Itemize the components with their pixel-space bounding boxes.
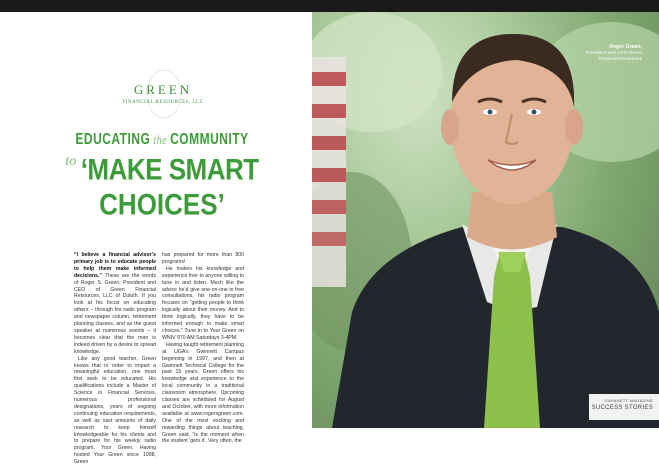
article-column-1: [74, 252, 156, 466]
flag-icon: [312, 57, 346, 287]
article-column-2: [162, 252, 244, 445]
article-lead-quote: “I believe a financial advisor’s primary job is to educate people to help them make informed decisions.”: [74, 252, 156, 279]
top-bar: [0, 0, 659, 12]
article-paragraph: Having taught retirement planning at UGA’s Gwinnett Campus beginning in 1997, and then at Gwinnett Technical College for the past 15 years, Green offers his knowledge and experience to the local community in a traditional classroom atmosphere. Upcoming classes are scheduled for August and October, with more information available at www.rogersgreen.com. One of the most exciting and rewarding things about teaching, Green said, “is the moment when the student ‘gets it’. Very often, the: [162, 341, 244, 445]
headline-word-educating: EDUCATING: [75, 129, 151, 149]
headline-line-2: [62, 151, 262, 187]
headline-line-1: [62, 130, 262, 148]
photo-caption: [582, 44, 642, 63]
headline-make-smart: ‘MAKE SMART: [80, 151, 259, 187]
section-badge: [589, 394, 659, 420]
headline: [62, 129, 262, 222]
article-text: These are the words of Roger S. Green, President and CEO of Green Financial Resources, LLC of Duluth. If you look at his focus on educating others – through his radio program and newspaper column, retirement planning classes, and as the guest speaker at numerous events – it becomes clear that the man is indeed driven by a desire to spread knowledge.: [74, 272, 156, 355]
article-paragraph: Like any good teacher, Green knows that in order to impart a meaningful education, one must first seek to be educated. His qualifications include a Master of Science in Financial Services, numerous professional designations, years of ongoing continuing education requirements, as well as vast amounts of daily research to keep himself knowledgeable for his clients and to prepare for his weekly radio program, Your Green. Having hosted Your Green since 1998, Green: [74, 355, 156, 466]
article-paragraph: He makes his knowledge and experience free to anyone willing to tune in and listen. Much like the advice he’d give one-on-one in free consultations, his radio program focuses on “getting people to think logically about their money. And to think logically, they have to be informed enough to make smart choices.” Tune in to Your Green on WNIV 970 AM Saturdays 3-4PM.: [162, 265, 244, 341]
article-paragraph: has prepared for more than 800 programs!: [162, 252, 244, 265]
right-page-photo: [312, 12, 659, 428]
headline-choices: CHOICES’: [99, 186, 225, 222]
left-page: [0, 12, 312, 466]
caption-role: President and CEO Green Financial Resources: [586, 51, 642, 62]
caption-name: Roger Green,: [609, 44, 642, 50]
headline-word-to: to: [65, 154, 77, 169]
article-paragraph: [74, 252, 156, 356]
badge-section: SUCCESS STORIES: [591, 405, 653, 411]
portrait-photo: [312, 12, 659, 428]
company-logo: [118, 70, 208, 120]
headline-word-the: the: [153, 133, 168, 149]
logo-subtitle: FINANCIAL RESOURCES, LLC: [122, 100, 204, 105]
headline-word-community: COMMUNITY: [170, 129, 249, 149]
badge-magazine: GWINNETT MAGAZINE: [604, 398, 653, 403]
logo-name: GREEN: [133, 82, 193, 97]
